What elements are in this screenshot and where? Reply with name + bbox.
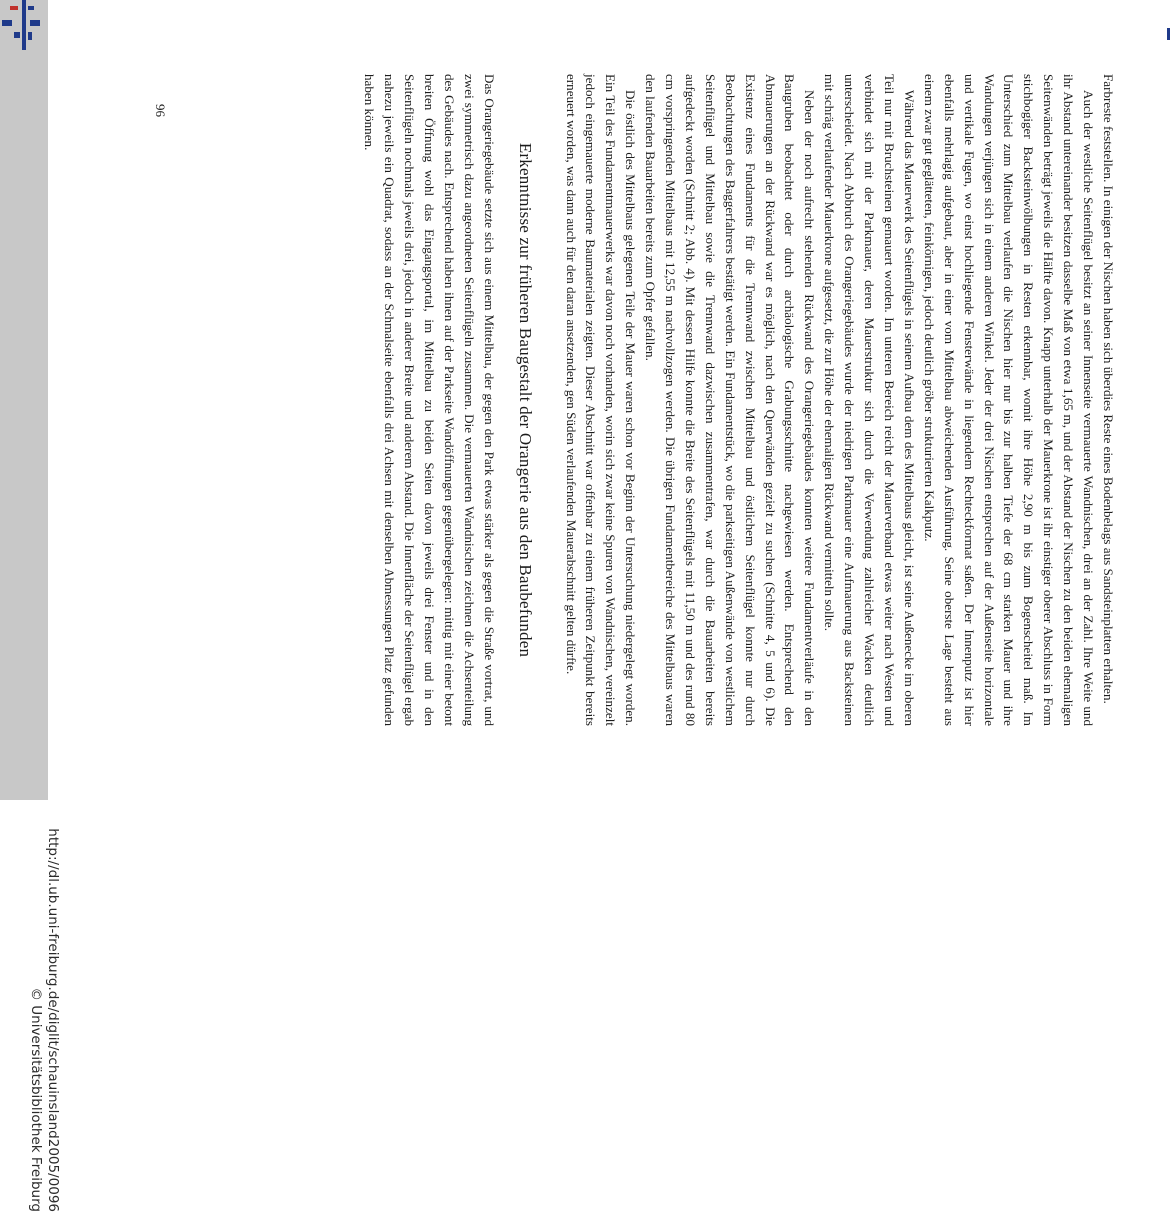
paragraph-5: Die östlich des Mittelbaus gelegenen Teile der Mauer waren schon vor Beginn der Untersuchung niedergelegt worden. Ein Teil des Fundamentmauerwerks war davon noch vorhanden, worin sich zwar keine Spuren von Wandnischen, vereinzelt jedoch eingemauerte moderne Baumaterialen zeigten. Dieser Abschnitt war offenbar zu einem früheren Zeitpunkt bereits erneuert worden, was dann auch für den daran ansetzenden, gen Süden verlaufenden Mauerabschnitt gelten dürfte. xyxy=(563,74,639,726)
document-url[interactable]: http://dl.ub.uni-freiburg.de/diglit/schauinsland2005/0096 xyxy=(45,828,61,1212)
page-number: 96 xyxy=(153,104,168,117)
university-logo-icon[interactable] xyxy=(0,0,48,60)
paragraph-3: Während das Mauerwerk des Seitenflügels in seinem Aufbau dem des Mittelbaus gleicht, ist seine Außenecke im oberen Teil nur mit Bruchsteinen gemauert worden. Im unteren Bereich reicht der Mauerverband etwas weiter nach Westen und verbindet sich mit der Parkmauer, deren Mauerstruktur sich durch die Verwendung zahlreicher Wacken deutlich unterscheidet. Nach Abbruch des Orangeriegebäudes wurde der niedrigen Parkmauer eine Aufmauerung aus Backsteinen mit schräg verlaufender Mauerkrone aufgesetzt, die zur Höhe der ehemaligen Rückwand vermitteln sollte. xyxy=(822,74,917,726)
page-content xyxy=(158,74,1118,726)
sidebar-caption xyxy=(24,792,64,1212)
paragraph-2: Auch der westliche Seitenflügel besitzt an seiner Innenseite vermauerte Wandnischen, drei an der Zahl. Ihre Weite und ihr Abstand untereinander besitzen dasselbe Maß von etwa 1,65 m, und der Abstand der Nischen zu den beiden ehemaligen Seitenwänden beträgt jeweils die Hälfte davon. Knapp unterhalb der Mauerkrone ist ihr einstiger oberer Abschluss in Form stichbogiger Backsteinwölbungen in Resten erkennbar, womit ihre Höhe 2,90 m bis zum Bogenscheitel maß. Im Unterschied zum Mittelbau verlaufen die Nischen hier nur bis zur halben Tiefe der 68 cm starken Mauer und ihre Wandungen verjüngen sich in einem anderen Winkel. Jeder der drei Nischen entsprechen auf der Außenseite horizontale und vertikale Fugen, wo einst hochliegende Fensterwände in liegendem Rechteckformat saßen. Der Innenputz ist hier ebenfalls mehrlagig aufgebaut, aber in einer vom Mittelbau abweichenden Ausführung. Seine oberste Lage besteht aus einem zwar gut geglätteten, feinkörnigen, jedoch deutlich gröber strukturierten Kalkputz. xyxy=(921,74,1097,726)
edge-marker xyxy=(1167,28,1170,40)
viewer-sidebar xyxy=(0,0,61,1212)
copyright-notice: © Universitätsbibliothek Freiburg xyxy=(28,987,44,1212)
paragraph-4: Neben der noch aufrecht stehenden Rückwand des Orangeriegebäudes konnten weitere Fundamentverläufe in den Baugruben beobachtet oder durch archäologische Grabungsschnitte nachgewiesen werden. Entsprechend den Abmauerungen an der Rückwand war es möglich, nach den Querwänden gezielt zu suchen (Schnitte 4, 5 und 6). Die Existenz eines Fundaments für die Trennwand zwischen Mittelbau und östlichem Seitenflügel konnte nur durch Beobachtungen des Baggerfahrers bestätigt werden. Ein Fundamentstück, wo die parkseitigen Außenwände von westlichem Seitenflügel und Mittelbau sowie die Trennwand dazwischen zusammentrafen, war durch die Bauarbeiten bereits aufgedeckt worden (Schnitt 2; Abb. 4). Mit dessen Hilfe konnte die Breite des Seitenflügels mit 11,50 m und des rund 80 cm vorspringenden Mittelbaus mit 12,55 m nachvollzogen werden. Die übrigen Fundamentbereiche des Mittelbaus waren den laufenden Bauarbeiten bereits zum Opfer gefallen. xyxy=(643,74,818,726)
section-heading: Erkenntnisse zur früheren Baugestalt der Orangerie aus den Baubefunden xyxy=(515,142,535,658)
scanned-page-area xyxy=(48,0,1176,800)
paragraph-1: Farbreste feststellen. In einigen der Nischen haben sich überdies Reste eines Bodenbelags aus Sandsteinplatten erhalten. xyxy=(1101,74,1116,704)
paragraph-6: Das Orangeriegebäude setzte sich aus einem Mittelbau, der gegen den Park etwas stärker als gegen die Straße vortrat, und zwei symmetrisch dazu angeordneten Seitenflügeln zusammen. Die vermauerten Wandnischen zeichnen die Achsenteilung des Gebäudes nach. Entsprechend haben ihnen auf der Parkseite Wandöffnungen gegenübergelegen: mittig mit einer betont breiten Öffnung wohl das Eingangsportal, im Mittelbau zu beiden Seiten davon jeweils drei Fenster und in den Seitenflügeln nochmals jeweils drei, jedoch in anderer Breite und anderem Abstand. Die Innenfläche der Seitenflügel ergab nahezu jeweils ein Quadrat, sodass an der Schmalseite ebenfalls drei Achsen mit denselben Abmessungen Platz gefunden haben können. xyxy=(362,74,497,726)
